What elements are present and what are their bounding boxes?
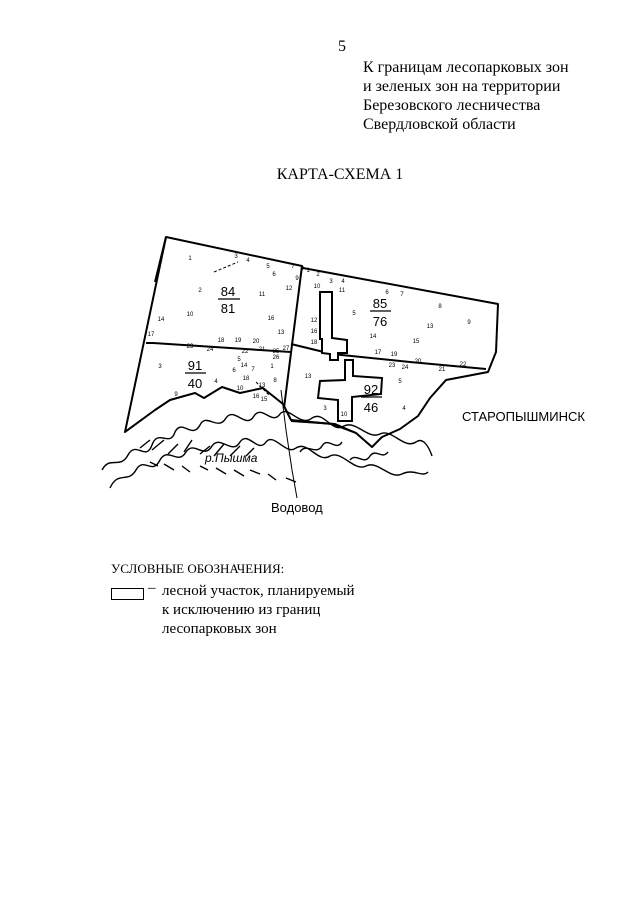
plot-number: 21 (438, 367, 446, 373)
plot-number: 1 (270, 364, 274, 370)
plot-number: 2 (198, 288, 202, 294)
plot-number: 6 (232, 368, 236, 374)
plot-number: 15 (260, 397, 268, 403)
legend-swatch (111, 588, 144, 600)
plot-number: 10 (186, 312, 194, 318)
quarter-84-bottom: 81 (220, 301, 236, 316)
plot-number: 5 (237, 357, 241, 363)
plot-number: 11 (258, 292, 266, 298)
pipeline-line (281, 390, 297, 498)
plot-number: 13 (304, 374, 312, 380)
plot-number: 19 (234, 338, 242, 344)
plot-number: 2 (316, 272, 320, 278)
plot-number: 9 (295, 276, 299, 282)
plot-number: 11 (338, 288, 346, 294)
quarter-92-bottom: 46 (363, 400, 379, 415)
quarter-84-top: 84 (220, 284, 236, 299)
plot-number: 6 (385, 290, 389, 296)
plot-number: 10 (340, 412, 348, 418)
plot-number: 7 (400, 292, 404, 298)
boundary-north-spur (155, 237, 166, 282)
quarter-91-bottom: 40 (187, 376, 203, 391)
header-line-4: Свердловской области (363, 116, 516, 133)
plot-number: 16 (252, 394, 260, 400)
plot-number: 18 (310, 340, 318, 346)
plot-number: 5 (352, 311, 356, 317)
plot-number: 18 (217, 338, 225, 344)
plot-number: 23 (186, 344, 194, 350)
header-line-3: Березовского лесничества (363, 97, 541, 114)
plot-number: 8 (273, 378, 277, 384)
plot-number: 22 (459, 362, 467, 368)
plot-number: 3 (329, 279, 333, 285)
legend-line-2: к исключению из границ (162, 602, 321, 618)
legend-dash: – (148, 580, 156, 596)
pipeline-label: Водовод (271, 500, 323, 515)
plot-number: 7 (251, 367, 255, 373)
page-number: 5 (338, 38, 346, 55)
plot-number: 3 (158, 364, 162, 370)
legend-title: УСЛОВНЫЕ ОБОЗНАЧЕНИЯ: (111, 561, 285, 576)
plot-number: 24 (401, 365, 409, 371)
plot-number: 20 (252, 339, 260, 345)
quarter-92-top: 92 (363, 382, 379, 397)
plot-number: 3 (323, 406, 327, 412)
plot-number: 27 (282, 346, 290, 352)
river-pyshma (102, 412, 432, 488)
plot-number: 1 (188, 256, 192, 262)
plot-number: 19 (390, 352, 398, 358)
quarter-85-top: 85 (372, 296, 388, 311)
plot-number: 14 (157, 317, 165, 323)
map-title: КАРТА-СХЕМА 1 (276, 166, 404, 183)
plot-number: 23 (388, 363, 396, 369)
plot-number: 4 (341, 279, 345, 285)
plot-number: 9 (467, 320, 471, 326)
plot-number: 22 (241, 349, 249, 355)
plot-number: 12 (285, 286, 293, 292)
quarter-85-bottom: 76 (372, 314, 388, 329)
plot-number: 13 (258, 383, 266, 389)
header-line-1: К границам лесопарковых зон (363, 59, 569, 76)
plot-number: 21 (258, 347, 266, 353)
plot-number: 15 (412, 339, 420, 345)
plot-number: 17 (374, 350, 382, 356)
plot-number: 25 (272, 349, 280, 355)
plot-number: 16 (310, 329, 318, 335)
plot-number: 4 (402, 406, 406, 412)
header-line-2: и зеленых зон на территории (363, 78, 561, 95)
plot-number: 8 (438, 304, 442, 310)
plot-number: 24 (206, 347, 214, 353)
plot-number: 8 (300, 266, 304, 272)
plot-number: 9 (174, 392, 178, 398)
plot-number: 12 (310, 318, 318, 324)
plot-number: 6 (272, 272, 276, 278)
river-label: р.Пышма (205, 451, 258, 465)
plot-number: 5 (398, 379, 402, 385)
plot-number: 10 (236, 386, 244, 392)
plot-number: 16 (267, 316, 275, 322)
plot-number: 3 (234, 254, 238, 260)
plot-number: 17 (147, 332, 155, 338)
plot-number: 1 (306, 268, 310, 274)
excluded-parcel-85 (320, 292, 347, 360)
boundary-92-lower (291, 421, 356, 433)
quarter-91-top: 91 (187, 358, 203, 373)
place-label: СТАРОПЫШМИНСК (462, 409, 585, 424)
plot-number: 13 (426, 324, 434, 330)
plot-number: 26 (272, 355, 280, 361)
plot-number: 4 (214, 379, 218, 385)
plot-number: 18 (242, 376, 250, 382)
plot-number: 4 (246, 258, 250, 264)
boundary-84-91 (146, 343, 291, 352)
legend-line-1: лесной участок, планируемый (162, 583, 355, 599)
plot-number: 13 (277, 330, 285, 336)
plot-number: 7 (291, 264, 295, 270)
legend-description (162, 582, 355, 639)
plot-number: 10 (313, 284, 321, 290)
plot-number: 20 (414, 359, 422, 365)
plot-number: 14 (369, 334, 377, 340)
legend-line-3: лесопарковых зон (162, 621, 277, 637)
plot-number: 5 (266, 264, 270, 270)
plot-number: 14 (240, 363, 248, 369)
